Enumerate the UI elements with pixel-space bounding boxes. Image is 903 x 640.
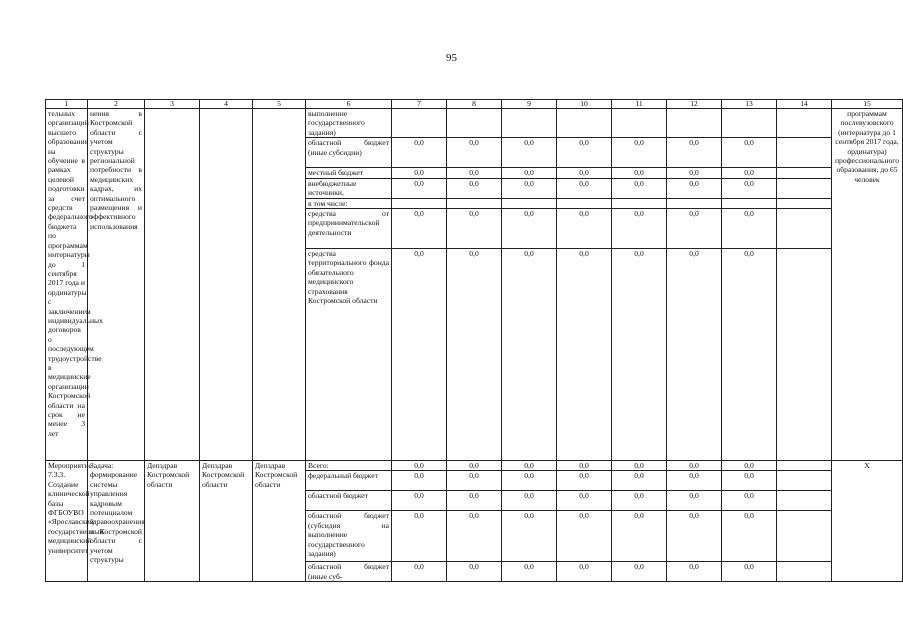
value-cell: 0,0	[722, 471, 777, 491]
value-cell	[777, 562, 832, 582]
value-cell: 0,0	[447, 249, 502, 461]
value-cell: 0,0	[557, 168, 612, 178]
value-cell: 0,0	[392, 471, 447, 491]
value-cell	[392, 198, 447, 208]
column-number: 4	[200, 100, 253, 109]
value-cell: 0,0	[722, 461, 777, 471]
funding-source-label: федеральный бюджет	[306, 471, 392, 491]
value-cell: 0,0	[612, 138, 667, 168]
value-cell	[557, 198, 612, 208]
value-cell: 0,0	[557, 138, 612, 168]
value-cell	[777, 461, 832, 471]
value-cell: 0,0	[447, 491, 502, 511]
value-cell: 0,0	[392, 138, 447, 168]
column-number: 10	[557, 100, 612, 109]
value-cell: 0,0	[612, 168, 667, 178]
value-cell	[557, 109, 612, 138]
cell-col15: X	[832, 461, 903, 582]
value-cell: 0,0	[447, 471, 502, 491]
value-cell: 0,0	[392, 562, 447, 582]
value-cell	[777, 511, 832, 562]
value-cell: 0,0	[392, 178, 447, 198]
value-cell: 0,0	[557, 511, 612, 562]
column-number: 12	[667, 100, 722, 109]
value-cell	[777, 168, 832, 178]
value-cell: 0,0	[667, 178, 722, 198]
value-cell: 0,0	[557, 178, 612, 198]
value-cell: 0,0	[392, 511, 447, 562]
value-cell: 0,0	[612, 178, 667, 198]
value-cell	[667, 198, 722, 208]
cell-col3: Депздрав Костромской области	[145, 461, 200, 582]
value-cell: 0,0	[502, 249, 557, 461]
column-number: 3	[145, 100, 200, 109]
cell-col4: Депздрав Костромской области	[200, 461, 253, 582]
cell-col15: программам послевузовского (интернатура до 1 сентября 2017 года, ординатура) профессионального образования, до 65 человек	[832, 109, 903, 461]
value-cell	[777, 209, 832, 249]
value-cell: 0,0	[612, 471, 667, 491]
value-cell	[722, 109, 777, 138]
cell-col4	[200, 109, 253, 461]
value-cell: 0,0	[447, 511, 502, 562]
funding-source-label: Всего:	[306, 461, 392, 471]
value-cell: 0,0	[447, 209, 502, 249]
value-cell: 0,0	[447, 138, 502, 168]
column-number: 2	[88, 100, 145, 109]
column-number: 9	[502, 100, 557, 109]
value-cell: 0,0	[722, 491, 777, 511]
value-cell	[667, 109, 722, 138]
value-cell: 0,0	[612, 209, 667, 249]
value-cell: 0,0	[612, 461, 667, 471]
funding-source-label: в том числе:	[306, 198, 392, 208]
value-cell	[502, 198, 557, 208]
table-row	[46, 109, 903, 138]
value-cell: 0,0	[722, 511, 777, 562]
value-cell: 0,0	[502, 471, 557, 491]
column-number: 15	[832, 100, 903, 109]
cell-col5: Депздрав Костромской области	[253, 461, 306, 582]
column-number: 8	[447, 100, 502, 109]
value-cell: 0,0	[502, 168, 557, 178]
value-cell: 0,0	[667, 209, 722, 249]
table-row	[46, 461, 903, 471]
value-cell	[392, 109, 447, 138]
value-cell: 0,0	[667, 511, 722, 562]
value-cell: 0,0	[557, 209, 612, 249]
value-cell: 0,0	[557, 562, 612, 582]
value-cell	[777, 178, 832, 198]
value-cell: 0,0	[447, 562, 502, 582]
program-activities-table	[45, 99, 903, 582]
value-cell: 0,0	[722, 178, 777, 198]
page-number: 95	[446, 52, 457, 64]
value-cell: 0,0	[392, 249, 447, 461]
value-cell: 0,0	[612, 491, 667, 511]
value-cell: 0,0	[502, 562, 557, 582]
value-cell: 0,0	[392, 168, 447, 178]
value-cell	[777, 471, 832, 491]
value-cell: 0,0	[667, 138, 722, 168]
value-cell: 0,0	[722, 138, 777, 168]
column-number: 13	[722, 100, 777, 109]
funding-source-label: областной бюджет	[306, 491, 392, 511]
column-number: 1	[46, 100, 88, 109]
value-cell: 0,0	[557, 249, 612, 461]
value-cell: 0,0	[392, 461, 447, 471]
value-cell: 0,0	[667, 491, 722, 511]
column-number: 6	[306, 100, 392, 109]
funding-source-label: внебюджетные источники,	[306, 178, 392, 198]
cell-col5	[253, 109, 306, 461]
value-cell: 0,0	[667, 461, 722, 471]
column-number: 11	[612, 100, 667, 109]
column-number: 14	[777, 100, 832, 109]
value-cell: 0,0	[502, 178, 557, 198]
value-cell: 0,0	[392, 491, 447, 511]
value-cell	[447, 198, 502, 208]
cell-col1: Мероприятие 7.3.3. Создание клинической базы ФГБОУВО «Ярославский государственный медицинский университет	[46, 461, 88, 582]
value-cell: 0,0	[447, 461, 502, 471]
value-cell: 0,0	[447, 168, 502, 178]
funding-source-label: средства территориального фонда обязательного медицинского страхования Костромской области	[306, 249, 392, 461]
value-cell	[722, 198, 777, 208]
value-cell	[777, 491, 832, 511]
cell-col2: Задача: формирование системы управления кадровым потенциалом здравоохранения в Костромской области с учетом структуры	[88, 461, 145, 582]
column-number-row	[46, 100, 903, 109]
value-cell: 0,0	[557, 461, 612, 471]
value-cell	[777, 198, 832, 208]
funding-source-label: средства от предпринимательской деятельности	[306, 209, 392, 249]
value-cell: 0,0	[612, 562, 667, 582]
funding-source-label: областной бюджет (иные суб-	[306, 562, 392, 582]
funding-source-label: выполнение государственного задания)	[306, 109, 392, 138]
value-cell: 0,0	[557, 471, 612, 491]
value-cell	[612, 109, 667, 138]
cell-col3	[145, 109, 200, 461]
value-cell	[447, 109, 502, 138]
value-cell	[612, 198, 667, 208]
funding-source-label: областной бюджет (иные субсидии)	[306, 138, 392, 168]
value-cell: 0,0	[667, 168, 722, 178]
value-cell: 0,0	[722, 168, 777, 178]
value-cell: 0,0	[502, 511, 557, 562]
column-number: 7	[392, 100, 447, 109]
funding-source-label: областной бюджет (субсидия на выполнение государственного задания)	[306, 511, 392, 562]
value-cell: 0,0	[667, 562, 722, 582]
cell-col2: нения в Костромской области с учетом структуры региональной потребности в медицинских кадрах, их оптимального размещения и эффективного использования	[88, 109, 145, 461]
value-cell: 0,0	[667, 471, 722, 491]
value-cell	[777, 138, 832, 168]
value-cell: 0,0	[557, 491, 612, 511]
value-cell: 0,0	[722, 562, 777, 582]
value-cell: 0,0	[502, 461, 557, 471]
cell-col1: тельных организаций высшего образования на обучение в рамках целевой подготовки за счет средств федерального бюджета по программам интернатуры до 1 сентября 2017 года и ординатуры с заключением индивидуальных договоров о последующем трудоустройстве в медицинские организации Костромской области на срок не менее 3 лет	[46, 109, 88, 461]
value-cell: 0,0	[722, 209, 777, 249]
value-cell: 0,0	[722, 249, 777, 461]
value-cell: 0,0	[612, 249, 667, 461]
column-number: 5	[253, 100, 306, 109]
value-cell: 0,0	[502, 209, 557, 249]
value-cell	[777, 249, 832, 461]
value-cell: 0,0	[392, 209, 447, 249]
value-cell	[777, 109, 832, 138]
value-cell: 0,0	[667, 249, 722, 461]
value-cell: 0,0	[447, 178, 502, 198]
value-cell	[502, 109, 557, 138]
value-cell: 0,0	[612, 511, 667, 562]
value-cell: 0,0	[502, 491, 557, 511]
funding-source-label: местный бюджет	[306, 168, 392, 178]
value-cell: 0,0	[502, 138, 557, 168]
